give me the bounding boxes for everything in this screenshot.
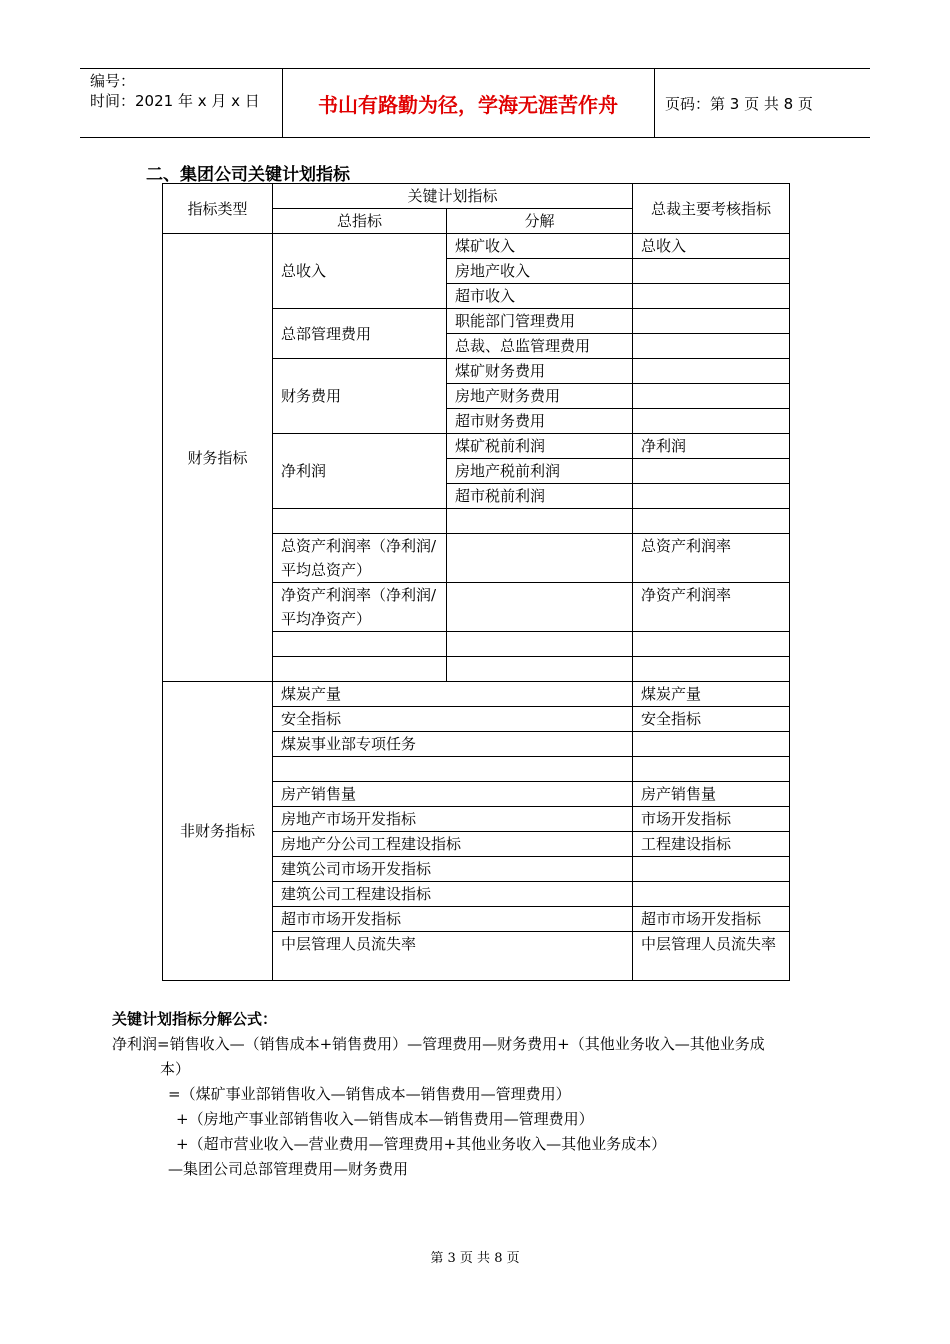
- breakdown-indicator: 房地产财务费用: [447, 384, 633, 409]
- breakdown-indicator: 煤矿税前利润: [447, 434, 633, 459]
- ceo-indicator: 总收入: [633, 234, 790, 259]
- ceo-indicator: [633, 757, 790, 782]
- motto: 书山有路勤为径，学海无涯苦作舟: [282, 69, 655, 137]
- total-indicator: 煤炭产量: [273, 682, 633, 707]
- ceo-indicator: [633, 359, 790, 384]
- total-indicator: 房产销售量: [273, 782, 633, 807]
- breakdown-indicator: [447, 632, 633, 657]
- col-total-header: 总指标: [273, 209, 447, 234]
- breakdown-indicator: 超市税前利润: [447, 484, 633, 509]
- breakdown-indicator: 房地产收入: [447, 259, 633, 284]
- page-label: 页码：第 3 页 共 8 页: [665, 94, 813, 113]
- total-indicator: 总收入: [273, 234, 447, 309]
- formula-line: 净利润=销售收入—（销售成本+销售费用）—管理费用—财务费用+（其他业务收入—其他业务成: [112, 1035, 765, 1053]
- total-indicator: [273, 757, 633, 782]
- table-row: [163, 234, 790, 259]
- ceo-indicator: [633, 409, 790, 434]
- breakdown-indicator: 房地产税前利润: [447, 459, 633, 484]
- section-title: 二、集团公司关键计划指标: [146, 165, 350, 185]
- total-indicator: [273, 632, 447, 657]
- col-key-plan-header: 关键计划指标: [273, 184, 633, 209]
- ceo-indicator: 市场开发指标: [633, 807, 790, 832]
- kpi-table: [162, 183, 790, 981]
- total-indicator: 净资产利润率（净利润/平均净资产）: [273, 583, 447, 632]
- ceo-indicator: 超市市场开发指标: [633, 907, 790, 932]
- breakdown-indicator: 职能部门管理费用: [447, 309, 633, 334]
- formula-line: 本）: [160, 1060, 191, 1078]
- total-indicator: 建筑公司工程建设指标: [273, 882, 633, 907]
- ceo-indicator: 安全指标: [633, 707, 790, 732]
- total-indicator: 总部管理费用: [273, 309, 447, 359]
- ceo-indicator: [633, 309, 790, 334]
- total-indicator: 房地产市场开发指标: [273, 807, 633, 832]
- page-header: [80, 68, 870, 138]
- total-indicator: 安全指标: [273, 707, 633, 732]
- ceo-indicator: [633, 459, 790, 484]
- formula-line: +（超市营业收入—营业费用—管理费用+其他业务收入—其他业务成本）: [176, 1135, 667, 1153]
- breakdown-indicator: 超市收入: [447, 284, 633, 309]
- table-header-row: [163, 184, 790, 209]
- ceo-indicator: [633, 259, 790, 284]
- total-indicator: 财务费用: [273, 359, 447, 434]
- formula-line: —集团公司总部管理费用—财务费用: [168, 1160, 409, 1178]
- ceo-indicator: [633, 284, 790, 309]
- time-label: 时间：2021 年 x 月 x 日: [90, 92, 260, 110]
- col-breakdown-header: 分解: [447, 209, 633, 234]
- total-indicator: 超市市场开发指标: [273, 907, 633, 932]
- total-indicator: 净利润: [273, 434, 447, 509]
- breakdown-indicator: [447, 657, 633, 682]
- ceo-indicator: [633, 732, 790, 757]
- formula-line: =（煤矿事业部销售收入—销售成本—销售费用—管理费用）: [168, 1085, 571, 1103]
- header-meta: [80, 69, 283, 137]
- page-footer: 第 3 页 共 8 页: [430, 1251, 520, 1266]
- total-indicator: 房地产分公司工程建设指标: [273, 832, 633, 857]
- category-finance: 财务指标: [163, 234, 273, 682]
- ceo-indicator: 煤炭产量: [633, 682, 790, 707]
- ceo-indicator: 工程建设指标: [633, 832, 790, 857]
- formula-section: [112, 1007, 765, 1182]
- ceo-indicator: 总资产利润率: [633, 534, 790, 583]
- ceo-indicator: 净利润: [633, 434, 790, 459]
- breakdown-indicator: 总裁、总监管理费用: [447, 334, 633, 359]
- total-indicator: 煤炭事业部专项任务: [273, 732, 633, 757]
- breakdown-indicator: 超市财务费用: [447, 409, 633, 434]
- col-type-header: 指标类型: [163, 184, 273, 234]
- breakdown-indicator: 煤矿财务费用: [447, 359, 633, 384]
- number-label: 编号：: [90, 72, 136, 90]
- col-ceo-header: 总裁主要考核指标: [633, 184, 790, 234]
- total-indicator: [273, 509, 447, 534]
- category-nonfinance: 非财务指标: [163, 682, 273, 981]
- formula-line: +（房地产事业部销售收入—销售成本—销售费用—管理费用）: [176, 1110, 594, 1128]
- total-indicator: 建筑公司市场开发指标: [273, 857, 633, 882]
- ceo-indicator: [633, 509, 790, 534]
- ceo-indicator: [633, 384, 790, 409]
- table-row: [163, 682, 790, 707]
- ceo-indicator: [633, 484, 790, 509]
- ceo-indicator: [633, 882, 790, 907]
- ceo-indicator: 净资产利润率: [633, 583, 790, 632]
- ceo-indicator: [633, 657, 790, 682]
- total-indicator: [273, 657, 447, 682]
- breakdown-indicator: 煤矿收入: [447, 234, 633, 259]
- ceo-indicator: [633, 334, 790, 359]
- total-indicator: 中层管理人员流失率: [273, 932, 633, 981]
- ceo-indicator: 房产销售量: [633, 782, 790, 807]
- total-indicator: 总资产利润率（净利润/平均总资产）: [273, 534, 447, 583]
- breakdown-indicator: [447, 534, 633, 583]
- breakdown-indicator: [447, 583, 633, 632]
- ceo-indicator: [633, 632, 790, 657]
- ceo-indicator: 中层管理人员流失率: [633, 932, 790, 981]
- breakdown-indicator: [447, 509, 633, 534]
- ceo-indicator: [633, 857, 790, 882]
- formula-title: 关键计划指标分解公式：: [112, 1010, 278, 1028]
